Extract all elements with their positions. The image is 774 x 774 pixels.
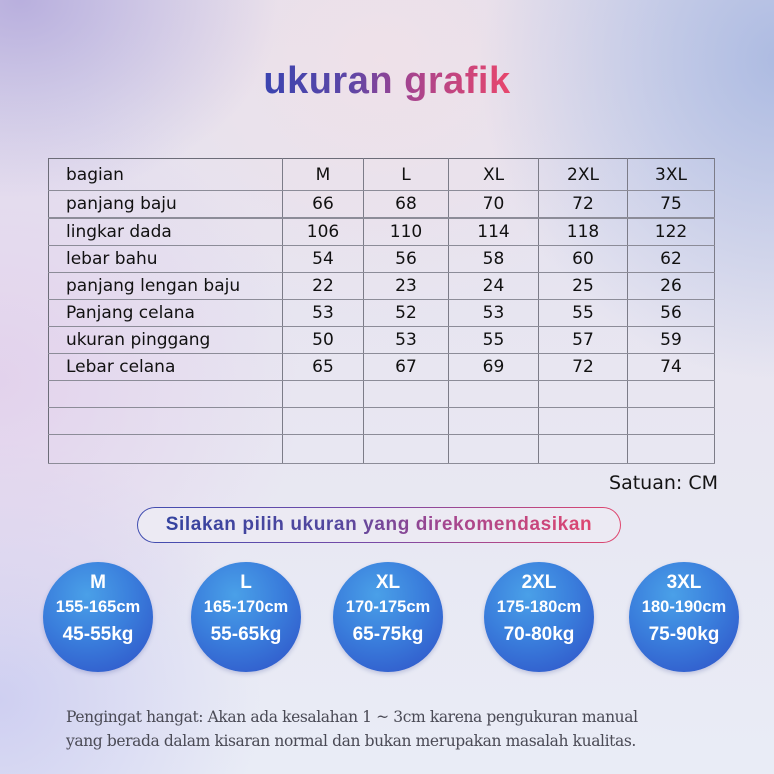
header-cell-2xl: 2XL <box>539 159 628 191</box>
badge-weight: 75-90kg <box>648 624 720 645</box>
cell-value: 70 <box>449 191 539 219</box>
header-cell-l: L <box>364 159 449 191</box>
cell-value: 22 <box>283 273 364 300</box>
table-header-row <box>49 159 715 191</box>
badge-height: 170-175cm <box>345 598 431 616</box>
cell-value: 106 <box>283 218 364 246</box>
cell-value: 72 <box>539 354 628 381</box>
size-badge-2xl <box>484 562 594 672</box>
badge-size: L <box>240 572 252 593</box>
cell-value: 53 <box>283 300 364 327</box>
empty-cell <box>364 435 449 464</box>
header-cell-3xl: 3XL <box>628 159 715 191</box>
table-row <box>49 273 715 300</box>
recommend-label: Silakan pilih ukuran yang direkomendasikan <box>165 514 593 535</box>
size-recommendations <box>0 562 774 682</box>
cell-value: 110 <box>364 218 449 246</box>
cell-value: 66 <box>283 191 364 219</box>
badge-height: 180-190cm <box>641 598 727 616</box>
cell-value: 52 <box>364 300 449 327</box>
empty-cell <box>539 408 628 435</box>
cell-value: 55 <box>539 300 628 327</box>
empty-cell <box>628 381 715 408</box>
empty-cell <box>628 435 715 464</box>
cell-value: 53 <box>364 327 449 354</box>
badge-size: 2XL <box>521 572 557 593</box>
cell-value: 60 <box>539 246 628 273</box>
cell-value: 67 <box>364 354 449 381</box>
size-badge-3xl <box>629 562 739 672</box>
empty-cell <box>539 381 628 408</box>
badge-size: XL <box>375 572 401 593</box>
empty-cell <box>449 381 539 408</box>
badge-weight: 55-65kg <box>210 624 282 645</box>
measurement-note <box>66 705 726 753</box>
cell-value: 75 <box>628 191 715 219</box>
table-row <box>49 246 715 273</box>
row-label: Panjang celana <box>49 300 283 327</box>
empty-cell <box>449 408 539 435</box>
empty-cell <box>364 381 449 408</box>
cell-value: 26 <box>628 273 715 300</box>
cell-value: 57 <box>539 327 628 354</box>
badge-weight: 45-55kg <box>62 624 134 645</box>
cell-value: 72 <box>539 191 628 219</box>
empty-cell <box>283 435 364 464</box>
size-badge-xl <box>333 562 443 672</box>
empty-cell <box>628 408 715 435</box>
cell-value: 50 <box>283 327 364 354</box>
size-badge-m <box>43 562 153 672</box>
table-row <box>49 354 715 381</box>
empty-cell <box>283 408 364 435</box>
row-label: lingkar dada <box>49 218 283 246</box>
cell-value: 56 <box>628 300 715 327</box>
cell-value: 56 <box>364 246 449 273</box>
page-title: ukuran grafik <box>263 60 511 102</box>
cell-value: 53 <box>449 300 539 327</box>
row-label: panjang baju <box>49 191 283 219</box>
header-cell-xl: XL <box>449 159 539 191</box>
empty-table-row <box>49 435 715 464</box>
cell-value: 55 <box>449 327 539 354</box>
badge-weight: 65-75kg <box>352 624 424 645</box>
header-cell-m: M <box>283 159 364 191</box>
empty-table-row <box>49 381 715 408</box>
size-chart-table <box>48 158 715 464</box>
table-row <box>49 327 715 354</box>
cell-value: 65 <box>283 354 364 381</box>
note-line-2: yang berada dalam kisaran normal dan bukan merupakan masalah kualitas. <box>66 732 636 750</box>
recommend-banner <box>137 507 621 543</box>
empty-cell <box>449 435 539 464</box>
cell-value: 24 <box>449 273 539 300</box>
cell-value: 68 <box>364 191 449 219</box>
badge-height: 155-165cm <box>55 598 141 616</box>
note-line-1: Pengingat hangat: Akan ada kesalahan 1 ~ 3cm karena pengukuran manual <box>66 708 638 726</box>
badge-height: 165-170cm <box>203 598 289 616</box>
cell-value: 58 <box>449 246 539 273</box>
table-row <box>49 300 715 327</box>
size-badge-l <box>191 562 301 672</box>
cell-value: 122 <box>628 218 715 246</box>
cell-value: 114 <box>449 218 539 246</box>
cell-value: 23 <box>364 273 449 300</box>
badge-weight: 70-80kg <box>503 624 575 645</box>
cell-value: 25 <box>539 273 628 300</box>
cell-value: 59 <box>628 327 715 354</box>
empty-cell <box>49 408 283 435</box>
cell-value: 118 <box>539 218 628 246</box>
table-row <box>49 218 715 246</box>
header-cell-part: bagian <box>49 159 283 191</box>
row-label: panjang lengan baju <box>49 273 283 300</box>
badge-size: M <box>90 572 106 593</box>
empty-table-row <box>49 408 715 435</box>
row-label: ukuran pinggang <box>49 327 283 354</box>
badge-height: 175-180cm <box>496 598 582 616</box>
badge-size: 3XL <box>666 572 702 593</box>
row-label: Lebar celana <box>49 354 283 381</box>
cell-value: 54 <box>283 246 364 273</box>
row-label: lebar bahu <box>49 246 283 273</box>
table-row <box>49 191 715 219</box>
empty-cell <box>539 435 628 464</box>
unit-label: Satuan: CM <box>609 472 718 494</box>
empty-cell <box>49 435 283 464</box>
cell-value: 62 <box>628 246 715 273</box>
cell-value: 74 <box>628 354 715 381</box>
cell-value: 69 <box>449 354 539 381</box>
empty-cell <box>49 381 283 408</box>
empty-cell <box>283 381 364 408</box>
empty-cell <box>364 408 449 435</box>
